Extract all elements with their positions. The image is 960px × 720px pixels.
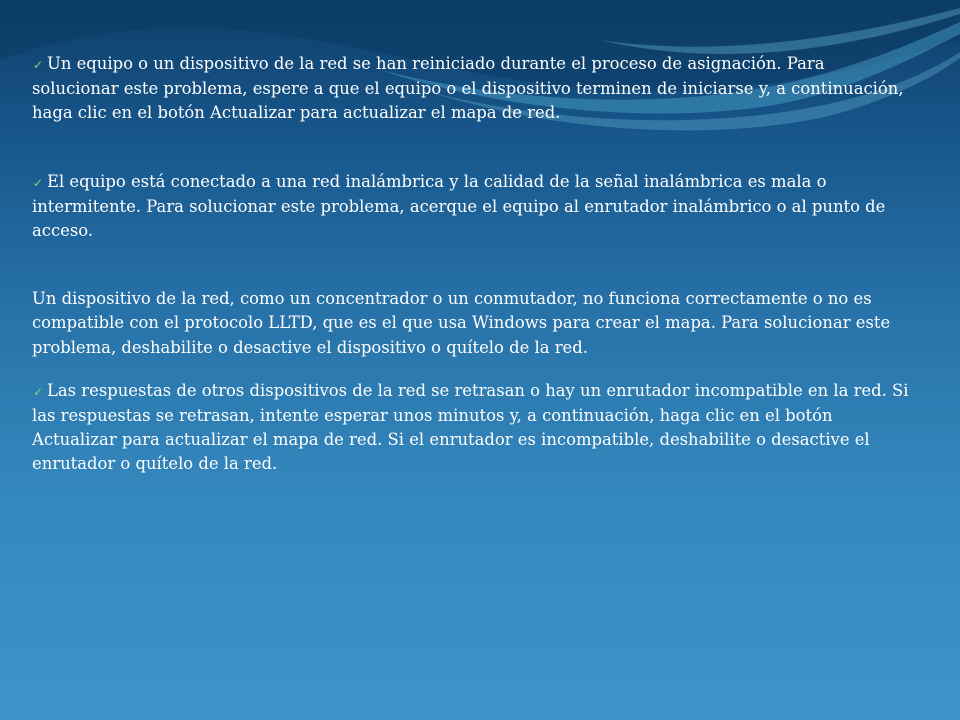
paragraph-dispositivo-lltd: [32, 287, 912, 360]
paragraph-respuestas: [32, 379, 912, 477]
paragraph-text: Las respuestas de otros dispositivos de la red se retrasan o hay un enrutador incompatible en la red. Si las respuestas se retrasan, intente esperar unos minutos y, a continuación, haga clic en el botón Actualizar para actualizar el mapa de red. Si el enrutador es incompatible, deshabilite o desactive el enrutador o quítelo de la red.: [32, 380, 909, 474]
checkmark-icon: ✓: [33, 384, 44, 399]
paragraph-text: El equipo está conectado a una red inalámbrica y la calidad de la señal inalámbrica es mala o intermitente. Para solucionar este problema, acerque el equipo al enrutador inalámbrico o al punto de acceso.: [32, 171, 886, 241]
paragraph-reinicio: [32, 52, 912, 126]
paragraph-text: Un equipo o un dispositivo de la red se han reiniciado durante el proceso de asignación. Para solucionar este problema, espere a que el equipo o el dispositivo terminen de iniciarse y, a continuación, haga clic en el botón Actualizar para actualizar el mapa de red.: [32, 54, 904, 123]
paragraph-text: Un dispositivo de la red, como un concentrador o un conmutador, no funciona correctamente o no es compatible con el protocolo LLTD, que es el que usa Windows para crear el mapa. Para solucionar este problema, deshabilite o desactive el dispositivo o quítelo de la red.: [32, 289, 891, 357]
paragraph-inalambrica: [32, 170, 912, 244]
checkmark-icon: ✓: [33, 175, 44, 190]
slide-body: [32, 52, 912, 477]
checkmark-icon: ✓: [33, 58, 44, 72]
